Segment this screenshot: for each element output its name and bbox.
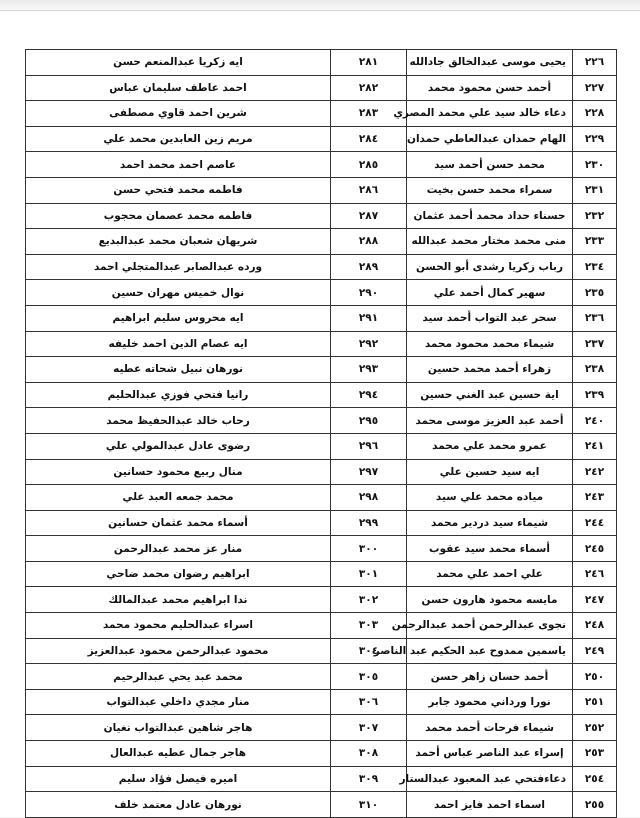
right-name-cell: ياسمين ممدوح عبد الحكيم عبد الناصر: [407, 638, 573, 664]
table-row: [26, 408, 617, 434]
right-name-cell: الهام حمدان عبدالعاطي حمدان: [407, 126, 573, 152]
left-name-cell: ابراهيم رضوان محمد ضاحي: [26, 561, 331, 587]
right-name-cell: نورا ورداني محمود جابر: [407, 689, 573, 715]
left-number-cell: ٢٩٧: [331, 459, 407, 485]
table-row: [26, 433, 617, 459]
left-number-cell: ٣٠٧: [331, 715, 407, 741]
right-number-cell: ٢٥١: [573, 689, 617, 715]
right-number-cell: ٢٤٠: [573, 408, 617, 434]
right-number-cell: ٢٤٣: [573, 485, 617, 511]
left-name-cell: رانيا فتحي فوزي عبدالحليم: [26, 382, 331, 408]
left-number-cell: ٣٠٨: [331, 741, 407, 767]
left-name-cell: نورهان عادل معتمد خلف: [26, 792, 331, 818]
right-name-cell: محمد حسن أحمد سيد: [407, 152, 573, 178]
table-row: [26, 203, 617, 229]
left-name-cell: محمد جمعه العبد علي: [26, 485, 331, 511]
right-name-cell: أسماء محمد سيد عقوب: [407, 536, 573, 562]
right-number-cell: ٢٤٤: [573, 510, 617, 536]
right-name-cell: ايه سيد حسين علي: [407, 459, 573, 485]
table-row: [26, 331, 617, 357]
right-number-cell: ٢٤٦: [573, 561, 617, 587]
left-number-cell: ٢٩٠: [331, 280, 407, 306]
table-row: [26, 254, 617, 280]
table-row: [26, 280, 617, 306]
left-number-cell: ٣٠٢: [331, 587, 407, 613]
left-number-cell: ٢٩٣: [331, 357, 407, 383]
left-name-cell: محمد عبد يحي عبدالرحيم: [26, 664, 331, 690]
left-number-cell: ٢٩٤: [331, 382, 407, 408]
left-number-cell: ٢٨٦: [331, 177, 407, 203]
left-name-cell: ندا ابراهيم محمد عبدالمالك: [26, 587, 331, 613]
left-number-cell: ٢٨٩: [331, 254, 407, 280]
table-row: [26, 305, 617, 331]
table-row: [26, 229, 617, 255]
right-number-cell: ٢٣٠: [573, 152, 617, 178]
right-name-cell: مايسه محمود هارون حسن: [407, 587, 573, 613]
table-row: [26, 459, 617, 485]
left-name-cell: ايه زكريا عبدالمنعم حسن: [26, 50, 331, 76]
table-row: [26, 485, 617, 511]
table-row: [26, 357, 617, 383]
left-name-cell: رضوى عادل عبدالمولي علي: [26, 433, 331, 459]
left-number-cell: ٢٨٥: [331, 152, 407, 178]
right-number-cell: ٢٣٤: [573, 254, 617, 280]
table-row: [26, 50, 617, 76]
right-number-cell: ٢٣٣: [573, 229, 617, 255]
right-number-cell: ٢٤٢: [573, 459, 617, 485]
left-number-cell: ٣٠٦: [331, 689, 407, 715]
right-number-cell: ٢٣٨: [573, 357, 617, 383]
right-number-cell: ٢٥٣: [573, 741, 617, 767]
top-divider: [0, 10, 640, 11]
right-number-cell: ٢٥٤: [573, 766, 617, 792]
table-row: [26, 664, 617, 690]
left-name-cell: احمد عاطف سليمان عباس: [26, 75, 331, 101]
right-name-cell: مياده محمد علي سيد: [407, 485, 573, 511]
left-number-cell: ٢٨٢: [331, 75, 407, 101]
left-number-cell: ٣٠١: [331, 561, 407, 587]
right-name-cell: شيماء فرحات أحمد محمد: [407, 715, 573, 741]
left-name-cell: ايه عصام الدين احمد خليفه: [26, 331, 331, 357]
right-name-cell: زهراء أحمد محمد حسين: [407, 357, 573, 383]
left-name-cell: رحاب خالد عبدالحفيظ محمد: [26, 408, 331, 434]
left-number-cell: ٢٨٧: [331, 203, 407, 229]
left-number-cell: ٣١٠: [331, 792, 407, 818]
table-row: [26, 792, 617, 818]
right-name-cell: شيماء سيد دردير محمد: [407, 510, 573, 536]
right-number-cell: ٢٢٦: [573, 50, 617, 76]
right-name-cell: أحمد عبد العزيز موسى محمد: [407, 408, 573, 434]
left-name-cell: فاطمه محمد عصمان محجوب: [26, 203, 331, 229]
left-name-cell: شرين احمد قاوي مصطفى: [26, 101, 331, 127]
table-row: [26, 561, 617, 587]
left-number-cell: ٢٨٣: [331, 101, 407, 127]
left-name-cell: شريهان شعبان محمد عبدالبديع: [26, 229, 331, 255]
table-row: [26, 75, 617, 101]
left-number-cell: ٣٠٩: [331, 766, 407, 792]
left-name-cell: مريم زين العابدين محمد علي: [26, 126, 331, 152]
left-number-cell: ٣٠٥: [331, 664, 407, 690]
names-table: [25, 49, 617, 818]
right-number-cell: ٢٣٩: [573, 382, 617, 408]
right-name-cell: شيماء محمد محمود محمد: [407, 331, 573, 357]
left-number-cell: ٢٨٨: [331, 229, 407, 255]
left-name-cell: اسراء عبدالحليم محمود محمد: [26, 613, 331, 639]
table-row: [26, 126, 617, 152]
right-number-cell: ٢٤٧: [573, 587, 617, 613]
right-name-cell: رباب زكريا رشدى أبو الحسن: [407, 254, 573, 280]
right-number-cell: ٢٤٥: [573, 536, 617, 562]
table-row: [26, 152, 617, 178]
right-number-cell: ٢٤٨: [573, 613, 617, 639]
table-row: [26, 587, 617, 613]
right-name-cell: منى محمد مختار محمد عبدالله: [407, 229, 573, 255]
left-number-cell: ٢٩١: [331, 305, 407, 331]
right-number-cell: ٢٣٦: [573, 305, 617, 331]
right-number-cell: ٢٥٠: [573, 664, 617, 690]
right-name-cell: اسماء احمد فايز احمد: [407, 792, 573, 818]
table-row: [26, 638, 617, 664]
table-row: [26, 382, 617, 408]
right-name-cell: يحيى موسى عبدالخالق جادالله: [407, 50, 573, 76]
left-name-cell: نوال خميس مهران حسين: [26, 280, 331, 306]
table-row: [26, 177, 617, 203]
table-row: [26, 536, 617, 562]
right-number-cell: ٢٣٢: [573, 203, 617, 229]
left-number-cell: ٢٩٩: [331, 510, 407, 536]
right-name-cell: عمرو محمد علي محمد: [407, 433, 573, 459]
right-name-cell: حسناء حداد محمد أحمد عثمان: [407, 203, 573, 229]
right-number-cell: ٢٣١: [573, 177, 617, 203]
right-number-cell: ٢٣٥: [573, 280, 617, 306]
left-name-cell: فاطمه محمد فتحي حسن: [26, 177, 331, 203]
right-number-cell: ٢٢٨: [573, 101, 617, 127]
left-number-cell: ٢٩٦: [331, 433, 407, 459]
table-row: [26, 101, 617, 127]
left-name-cell: ورده عبدالصابر عبدالمتجلي احمد: [26, 254, 331, 280]
left-number-cell: ٢٩٢: [331, 331, 407, 357]
left-name-cell: عاصم احمد محمد احمد: [26, 152, 331, 178]
left-number-cell: ٢٨١: [331, 50, 407, 76]
left-number-cell: ٢٨٤: [331, 126, 407, 152]
right-name-cell: سمراء محمد حسن بخيت: [407, 177, 573, 203]
table-row: [26, 689, 617, 715]
right-name-cell: أحمد حسن محمود محمد: [407, 75, 573, 101]
right-name-cell: اية حسين عبد الغني حسين: [407, 382, 573, 408]
left-name-cell: هاجر شاهين عبدالتواب نغيان: [26, 715, 331, 741]
right-name-cell: سحر عبد التواب أحمد سيد: [407, 305, 573, 331]
left-name-cell: ايه محروس سليم ابراهيم: [26, 305, 331, 331]
right-number-cell: ٢٥٢: [573, 715, 617, 741]
right-number-cell: ٢٢٩: [573, 126, 617, 152]
right-number-cell: ٢٤٩: [573, 638, 617, 664]
right-number-cell: ٢٥٥: [573, 792, 617, 818]
left-name-cell: منال ربيع محمود حسانين: [26, 459, 331, 485]
left-name-cell: أسماء محمد عثمان حسانين: [26, 510, 331, 536]
table-row: [26, 715, 617, 741]
table-row: [26, 741, 617, 767]
right-name-cell: إسراء عبد الناصر عباس أحمد: [407, 741, 573, 767]
right-number-cell: ٢٤١: [573, 433, 617, 459]
left-name-cell: نورهان نبيل شحاته عطيه: [26, 357, 331, 383]
left-number-cell: ٣٠٣: [331, 613, 407, 639]
left-name-cell: محمود عبدالرحمن محمود عبدالعزيز: [26, 638, 331, 664]
left-name-cell: منار مجدي داخلي عبدالتواب: [26, 689, 331, 715]
right-name-cell: سهير كمال أحمد علي: [407, 280, 573, 306]
right-name-cell: دعاءفتحي عبد المعبود عبدالستار: [407, 766, 573, 792]
left-number-cell: ٣٠٠: [331, 536, 407, 562]
table-row: [26, 510, 617, 536]
right-name-cell: علي احمد علي محمد: [407, 561, 573, 587]
table-row: [26, 766, 617, 792]
left-name-cell: اميره فيصل فؤاد سليم: [26, 766, 331, 792]
right-name-cell: نجوى عبدالرحمن أحمد عبدالرحمن: [407, 613, 573, 639]
right-number-cell: ٢٣٧: [573, 331, 617, 357]
left-number-cell: ٢٩٥: [331, 408, 407, 434]
right-number-cell: ٢٢٧: [573, 75, 617, 101]
right-name-cell: دعاء خالد سيد علي محمد المصري: [407, 101, 573, 127]
left-name-cell: هاجر جمال عطيه عبدالعال: [26, 741, 331, 767]
right-name-cell: أحمد حسان زاهر حسن: [407, 664, 573, 690]
table-row: [26, 613, 617, 639]
left-name-cell: منار عز محمد عبدالرحمن: [26, 536, 331, 562]
left-number-cell: ٢٩٨: [331, 485, 407, 511]
left-number-cell: ٣٠٤: [331, 638, 407, 664]
